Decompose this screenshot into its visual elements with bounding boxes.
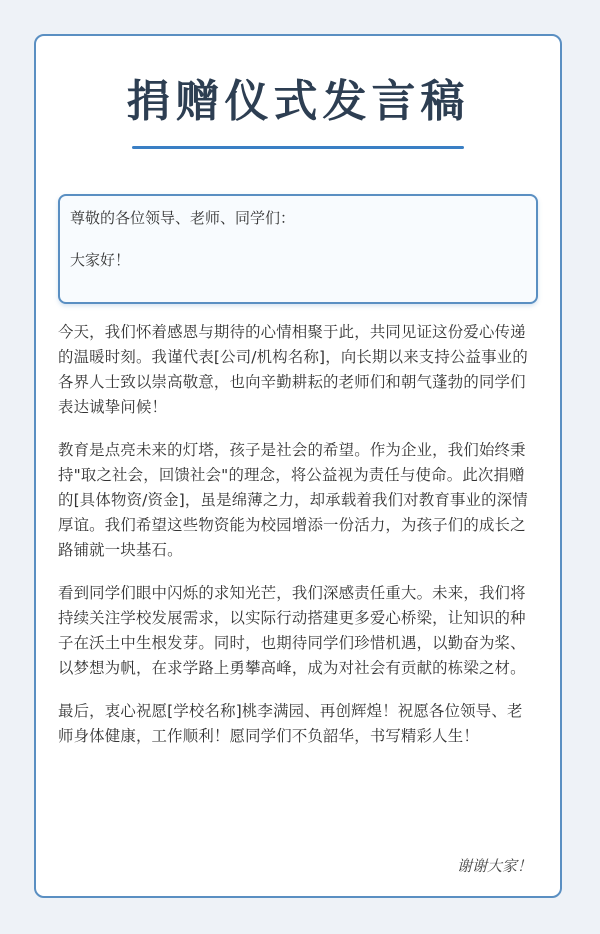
greeting-box [58,194,538,304]
document-title: 捐赠仪式发言稿 [126,76,470,127]
salutation: 尊敬的各位领导、老师、同学们： [70,209,296,227]
closing-thanks: 谢谢大家！ [456,857,532,875]
hello-line: 大家好！ [70,251,131,269]
title-underline [132,146,464,149]
paragraph-education: 教育是点亮未来的灯塔，孩子是社会的希望。作为企业，我们始终秉持"取之社会，回馈社会"的理念，将公益视为责任与使命。此次捐赠的[具体物资/资金]，虽是绵薄之力，却承载着我们对教育事业的深情厚谊。我们希望这些物资能为校园增添一份活力，为孩子们的成长之路铺就一块基石。 [58,441,528,559]
paragraph-future: 看到同学们眼中闪烁的求知光芒，我们深感责任重大。未来，我们将持续关注学校发展需求，以实际行动搭建更多爱心桥梁，让知识的种子在沃土中生根发芽。同时，也期待同学们珍惜机遇，以勤奋为桨、以梦想为帆，在求学路上勇攀高峰，成为对社会有贡献的栋梁之材。 [58,584,526,677]
paragraph-opening: 今天，我们怀着感恩与期待的心情相聚于此，共同见证这份爱心传递的温暖时刻。我谨代表[公司/机构名称]，向长期以来支持公益事业的各界人士致以崇高敬意，也向辛勤耕耘的老师们和朝气蓬勃的同学们表达诚挚问候！ [58,323,528,416]
speech-card [34,34,562,898]
speech-body [58,320,538,749]
paragraph-wishes: 最后，衷心祝愿[学校名称]桃李满园、再创辉煌！祝愿各位领导、老师身体健康，工作顺利！愿同学们不负韶华，书写精彩人生！ [58,702,523,745]
